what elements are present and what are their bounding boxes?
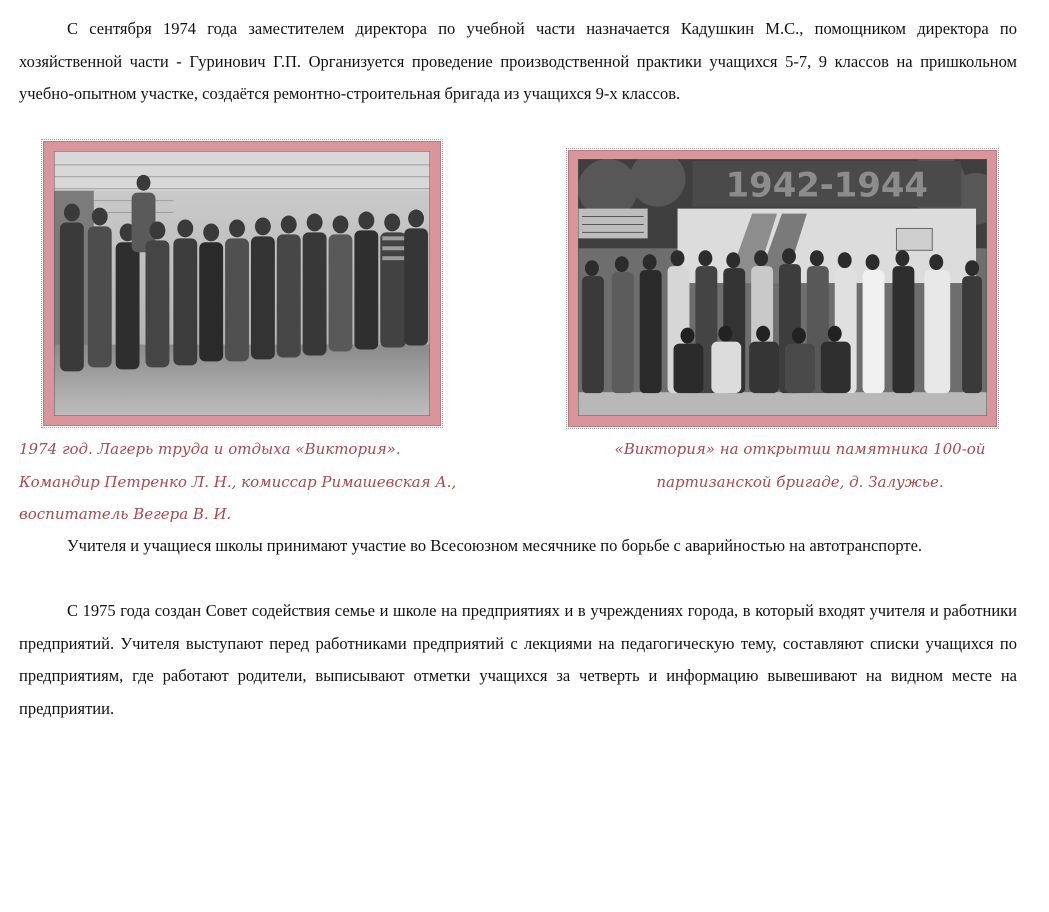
caption-line: воспитатель Вегера В. И. — [19, 505, 232, 523]
photo-monument-frame — [568, 150, 997, 427]
photo-camp-image — [54, 151, 430, 416]
photo-camp-frame — [43, 141, 441, 426]
caption-line: «Виктория» на открытии памятника 100-ой — [614, 440, 986, 458]
photo-camp-caption — [19, 433, 456, 531]
paragraph-family-council: С 1975 года создан Совет содействия семье и школе на предприятиях и в учреждениях города, в который входят учителя и работники предприятий. Учителя выступают перед работниками предприятий с лекциями на педагогическую тему, составляют списки учащихся по предприятиям, где работают родители, выписывают отметки учащихся за четверть и информацию вывешивают на видном месте на предприятии. — [19, 601, 1017, 718]
caption-line: 1974 год. Лагерь труда и отдыха «Виктория». — [19, 440, 401, 458]
photo-camp-group — [54, 151, 430, 416]
caption-line: Командир Петренко Л. Н., комиссар Римашевская А., — [19, 472, 457, 491]
photo-monument-image — [578, 159, 987, 416]
paragraph-traffic-safety: Учителя и учащиеся школы принимают участие во Всесоюзном месячнике по борьбе с аварийностью на автотранспорте. — [67, 536, 923, 555]
paragraph-intro: С сентября 1974 года заместителем директора по учебной части назначается Кадушкин М.С., помощником директора по хозяйственной части - Гуринович Г.П. Организуется проведение производственной практики учащихся 5-7, 9 классов на пришкольном учебно-опытном участке, создаётся ремонтно-строительная бригада из учащихся 9-х классов. — [19, 19, 1017, 103]
photo-monument-caption — [600, 433, 1000, 498]
photo-monument-group — [578, 159, 987, 416]
caption-line: партизанской бригаде, д. Залужье. — [656, 472, 944, 491]
monument-years-text: 1942-1944 — [725, 165, 928, 205]
